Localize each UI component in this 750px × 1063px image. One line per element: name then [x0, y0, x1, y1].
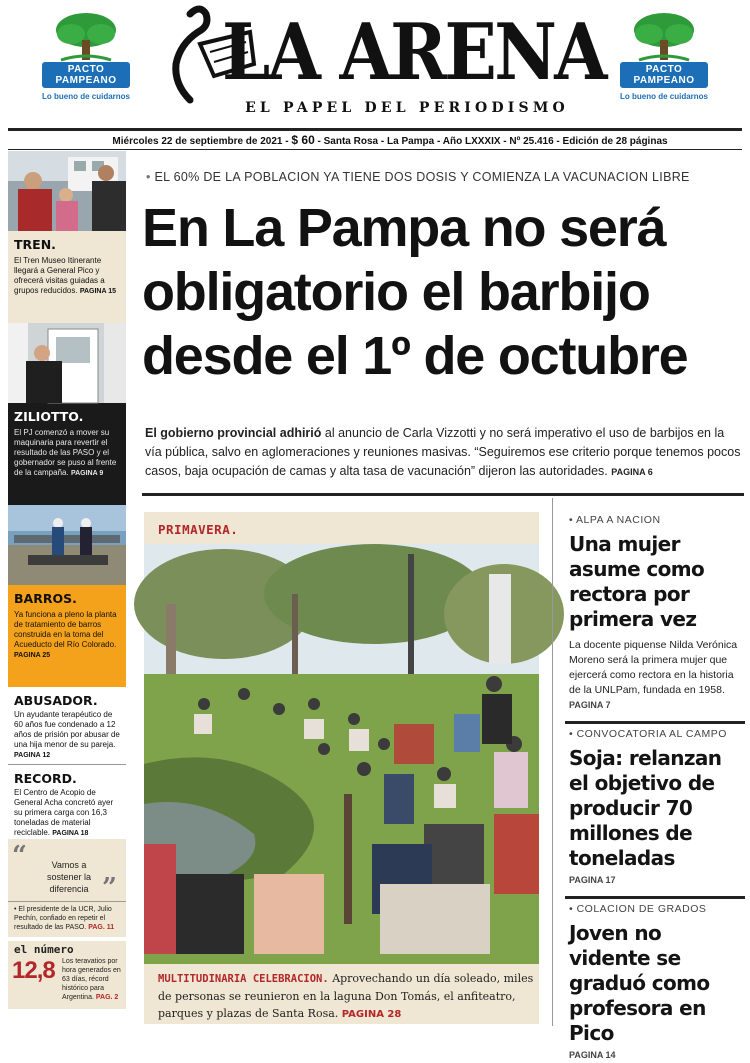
sidebar-head: RECORD. [14, 771, 77, 786]
pacto-bottom-text: PAMPEANO [55, 75, 117, 86]
lead-headline[interactable]: En La Pampa no será obligatorio el barbijo desde el 1º de octubre [142, 198, 688, 386]
pacto-pampeano-logo-left[interactable] [40, 10, 132, 120]
pacto-top-text: PACTO [67, 64, 105, 75]
feature-photo [144, 544, 539, 976]
numero-label: el número [14, 943, 74, 956]
feature-label: PRIMAVERA. [158, 522, 239, 537]
sidebar-item-barros[interactable] [8, 585, 126, 687]
right-text [555, 873, 745, 888]
pacto-banner [42, 62, 130, 88]
sidebar-item-record[interactable] [8, 765, 126, 839]
sidebar-page: PAGINA 25 [14, 652, 51, 659]
sponsor-tagline: Lo bueno de cuidarnos [619, 92, 708, 101]
right-kicker: • CONVOCATORIA AL CAMPO [569, 728, 727, 740]
sidebar-head: ZILIOTTO. [14, 409, 84, 424]
sidebar-item-ziliotto[interactable] [8, 403, 126, 505]
feature-caption: MULTITUDINARIA CELEBRACION. Aprovechando un día soleado, miles de personas se reunieron en la laguna Don Tomás, el anfiteatro, parques y plazas de Santa Rosa. PAGINA 28 [158, 972, 534, 1020]
quote-page: PAG. 11 [88, 924, 115, 931]
masthead [0, 0, 750, 130]
edition-date: Miércoles 22 de septiembre de 2021 [112, 136, 283, 147]
right-story-2[interactable] [555, 728, 745, 899]
date-bar: Miércoles 22 de septiembre de 2021 - $ 60 - Santa Rosa - La Pampa - Año LXXXIX - Nº 25.416 - Edición de 28 páginas [8, 128, 742, 150]
right-divider [565, 721, 745, 724]
feature-caption-head: MULTITUDINARIA CELEBRACION. [158, 973, 329, 985]
sidebar-head: BARROS. [14, 591, 77, 606]
lead-bold-text: El gobierno provincial adhirió [145, 426, 322, 440]
sidebar-photo-barros[interactable] [8, 505, 126, 585]
quote-box[interactable] [8, 839, 126, 937]
numero-page: PAG. 2 [95, 994, 119, 1001]
quote-text: Vamos a sostener la diferencia [46, 860, 92, 894]
lead-divider [142, 493, 744, 496]
sidebar-photo-barros-image [8, 505, 126, 585]
right-story-3[interactable] [555, 903, 745, 1063]
park-crowd-image [144, 544, 539, 964]
sidebar-text: El Centro de Acopio de General Acha concretó ayer su primera carga con 16,3 toneladas de material reciclable. PAGINA 18 [14, 788, 114, 837]
right-page: PAGINA 7 [569, 700, 611, 710]
edition-price: $ 60 [291, 133, 315, 147]
numero-value: 12,8 [12, 957, 55, 984]
title-subtitle: EL PAPEL DEL PERIODISMO [245, 100, 569, 116]
right-story-1[interactable] [555, 514, 745, 724]
right-headline: Soja: relanzan el objetivo de producir 70 millones de toneladas [569, 746, 722, 870]
close-quote-icon: ” [102, 873, 117, 903]
sidebar-text: Ya funciona a pleno la planta de tratamiento de barros construida en la toma del Acueducto del Río Colorado. PAGINA 25 [14, 610, 117, 659]
numero-box[interactable] [8, 941, 126, 1009]
quote-note: • El presidente de la UCR, Julio Pechín, confiado en repetir el resultado de las PASO. PAG. 11 [14, 906, 115, 931]
right-column [555, 500, 745, 1063]
right-headline: Una mujer asume como rectora por primera vez [569, 532, 705, 631]
numero-text: Los teravatios por hora generados en 63 días, récord histórico para Argentina. PAG. 2 [62, 958, 121, 1001]
sidebar-item-tren[interactable] [8, 231, 126, 323]
sidebar-page: PAGINA 12 [14, 752, 51, 759]
quote-divider [8, 901, 126, 902]
edition-info: Santa Rosa - La Pampa - Año LXXXIX - Nº 25.416 - Edición de 28 páginas [323, 136, 668, 147]
sidebar-item-abusador[interactable] [8, 687, 126, 765]
tree-icon [51, 10, 121, 62]
tree-icon [629, 10, 699, 62]
right-kicker: • COLACION DE GRADOS [569, 903, 707, 915]
sidebar-text: El Tren Museo Itinerante llegará a General Pico y ofrecerá visitas guiadas a grupos reducidos. PAGINA 15 [14, 256, 117, 295]
pacto-bottom-text: PAMPEANO [633, 75, 695, 86]
sidebar-text: El PJ comenzó a mover su maquinaria para revertir el resultado de las PASO y el gobernador se puso al frente de la campaña. PAGINA 9 [14, 428, 117, 477]
right-headline: Joven no vidente se graduó como profesora en Pico [569, 921, 710, 1045]
sidebar-page: PAGINA 9 [70, 470, 104, 477]
sidebar-photo-tren-image [8, 151, 126, 231]
sidebar-photo-ziliotto-image [8, 323, 126, 403]
feature-photo-block[interactable] [144, 512, 539, 1024]
right-column-divider [552, 498, 553, 1026]
pacto-top-text: PACTO [645, 64, 683, 75]
open-quote-icon: “ [12, 841, 27, 871]
right-text: La docente piquense Nilda Verónica Moreno será la primera mujer que ejercerá como rectora en la historia de la UNLPam, fundada en 1958. PAGINA 7 [569, 639, 738, 710]
right-text [555, 1048, 745, 1063]
right-page: PAGINA 14 [569, 1050, 616, 1060]
right-page: PAGINA 17 [569, 875, 616, 885]
sidebar-text: Un ayudante terapéutico de 60 años fue condenado a 12 años de prisión por abusar de una hija menor de su pareja. PAGINA 12 [14, 710, 120, 759]
sidebar-page: PAGINA 18 [52, 830, 89, 837]
lead-page: PAGINA 6 [611, 467, 653, 477]
sidebar-photo-tren[interactable] [8, 151, 126, 231]
sidebar [8, 151, 128, 1031]
pacto-banner [620, 62, 708, 88]
sidebar-head: ABUSADOR. [14, 693, 98, 708]
lead-body: El gobierno provincial adhirió al anuncio de Carla Vizzotti y no será imperativo el uso de barbijos en la vía pública, salvo en aglomeraciones y reuniones masivas. “Seguiremos ese criterio porque tenemos pocos casos, baja ocupación de camas y alta tasa de vacunación” dijeron las autoridades. PAGINA 6 [145, 426, 741, 478]
right-kicker: • ALPA A NACION [569, 514, 661, 526]
sidebar-page: PAGINA 15 [79, 288, 117, 295]
newspaper-title[interactable] [170, 4, 605, 122]
feature-page: PAGINA 28 [341, 1009, 402, 1020]
sponsor-tagline: Lo bueno de cuidarnos [41, 92, 130, 101]
lead-kicker: • EL 60% DE LA POBLACION YA TIENE DOS DOSIS Y COMIENZA LA VACUNACION LIBRE [146, 170, 690, 184]
sidebar-photo-ziliotto[interactable] [8, 323, 126, 403]
right-divider [565, 896, 745, 899]
pacto-pampeano-logo-right[interactable] [618, 10, 710, 120]
title-main: LA ARENA [222, 7, 605, 98]
bullet-icon: • [146, 170, 151, 184]
sidebar-head: TREN. [14, 237, 56, 252]
